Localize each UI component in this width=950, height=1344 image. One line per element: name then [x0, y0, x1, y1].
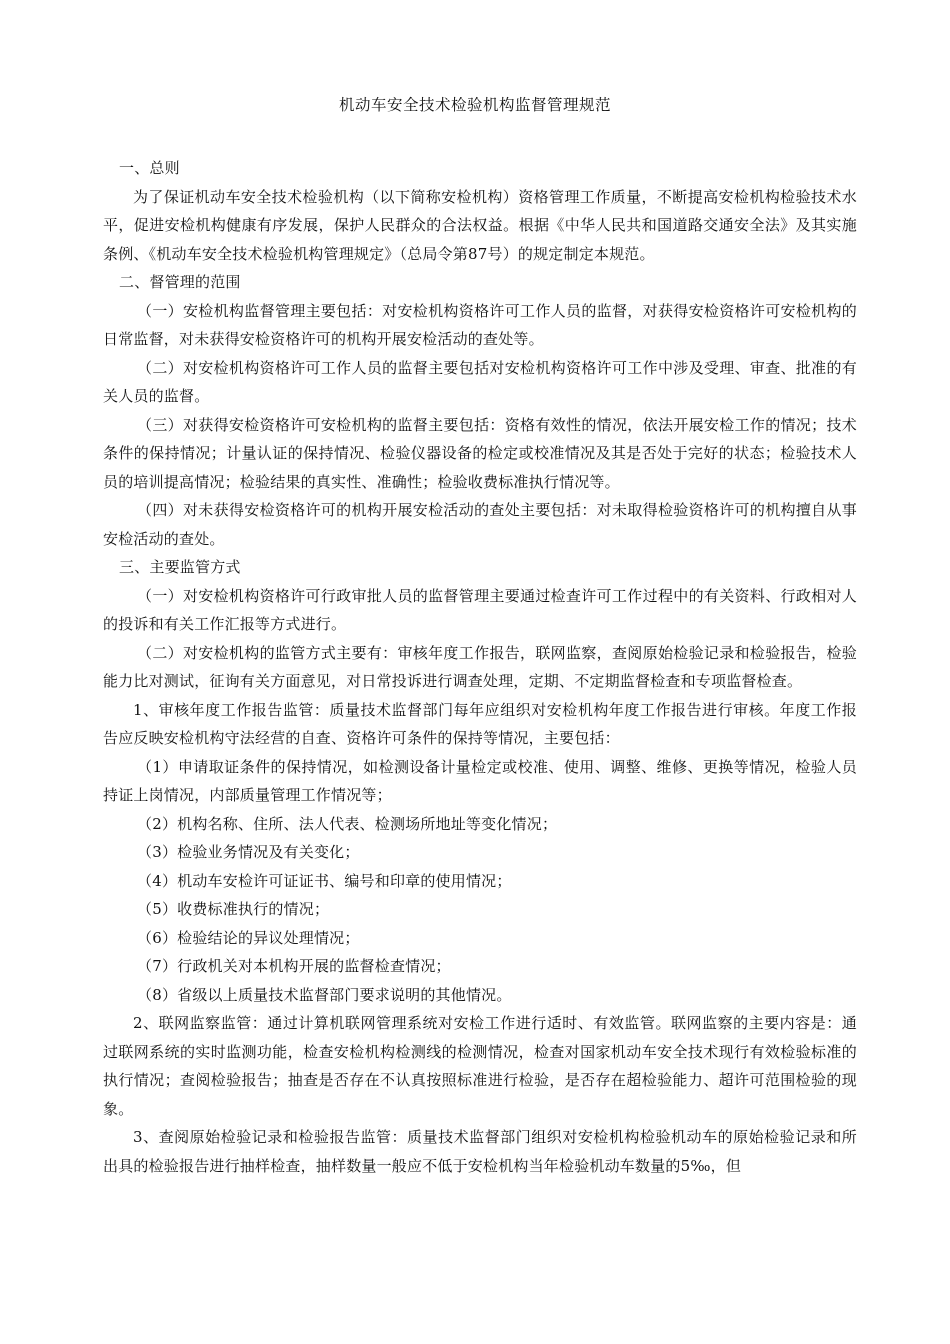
paragraph: （三）对获得安检资格许可安检机构的监督主要包括：资格有效性的情况，依法开展安检工作的情况；技术条件的保持情况；计量认证的保持情况、检验仪器设备的检定或校准情况及其是否处于完好的状态；检验技术人员的培训提高情况；检验结果的真实性、准确性；检验收费标准执行情况等。: [103, 415, 857, 491]
document-body: [103, 154, 857, 1180]
paragraph: （四）对未获得安检资格许可的机构开展安检活动的查处主要包括：对未取得检验资格许可的机构擅自从事安检活动的查处。: [103, 501, 857, 548]
list-item: （3）检验业务情况及有关变化；: [137, 843, 360, 861]
document-title: 机动车安全技术检验机构监督管理规范: [338, 96, 611, 114]
paragraph: （一）安检机构监督管理主要包括：对安检机构资格许可工作人员的监督，对获得安检资格许可安检机构的日常监督，对未获得安检资格许可的机构开展安检活动的查处等。: [103, 301, 857, 348]
section-heading: 二、督管理的范围: [119, 273, 241, 291]
paragraph: 2、联网监察监管：通过计算机联网管理系统对安检工作进行适时、有效监管。联网监察的主要内容是：通过联网系统的实时监测功能，检查安检机构检测线的检测情况，检查对国家机动车安全技术现行有效检验标准的执行情况；查阅检验报告；抽查是否存在不认真按照标准进行检验，是否存在超检验能力、超许可范围检验的现象。: [103, 1014, 857, 1118]
paragraph: （二）对安检机构资格许可工作人员的监督主要包括对安检机构资格许可工作中涉及受理、审查、批准的有关人员的监督。: [103, 358, 857, 405]
paragraph: 为了保证机动车安全技术检验机构（以下简称安检机构）资格管理工作质量，不断提高安检机构检验技术水平，促进安检机构健康有序发展，保护人民群众的合法权益。根据《中华人民共和国道路交通安全法》及其实施条例、《机动车安全技术检验机构管理规定》（总局令第87号）的规定制定本规范。: [103, 187, 857, 263]
list-item: （7）行政机关对本机构开展的监督检查情况；: [137, 957, 451, 975]
list-item: （6）检验结论的异议处理情况；: [137, 928, 360, 947]
section-heading: 一、总则: [119, 159, 180, 177]
list-item: （5）收费标准执行的情况；: [137, 900, 330, 918]
list-item: （2）机构名称、住所、法人代表、检测场所地址等变化情况；: [137, 814, 558, 833]
list-item: （8）省级以上质量技术监督部门要求说明的其他情况。: [137, 985, 512, 1004]
list-item: （1）申请取证条件的保持情况，如检测设备计量检定或校准、使用、调整、维修、更换等情况，检验人员持证上岗情况，内部质量管理工作情况等；: [103, 757, 857, 804]
paragraph: 1、审核年度工作报告监管：质量技术监督部门每年应组织对安检机构年度工作报告进行审核。年度工作报告应反映安检机构守法经营的自查、资格许可条件的保持等情况，主要包括：: [103, 700, 857, 747]
list-item: （4）机动车安检许可证证书、编号和印章的使用情况；: [137, 871, 512, 890]
section-heading: 三、主要监管方式: [119, 558, 241, 576]
paragraph: （一）对安检机构资格许可行政审批人员的监督管理主要通过检查许可工作过程中的有关资料、行政相对人的投诉和有关工作汇报等方式进行。: [103, 586, 857, 633]
paragraph: （二）对安检机构的监管方式主要有：审核年度工作报告，联网监察，查阅原始检验记录和检验报告，检验能力比对测试，征询有关方面意见，对日常投诉进行调查处理，定期、不定期监督检查和专项监督检查。: [103, 643, 857, 690]
paragraph: 3、查阅原始检验记录和检验报告监管：质量技术监督部门组织对安检机构检验机动车的原始检验记录和所出具的检验报告进行抽样检查，抽样数量一般应不低于安检机构当年检验机动车数量的5‰，但: [103, 1128, 857, 1175]
